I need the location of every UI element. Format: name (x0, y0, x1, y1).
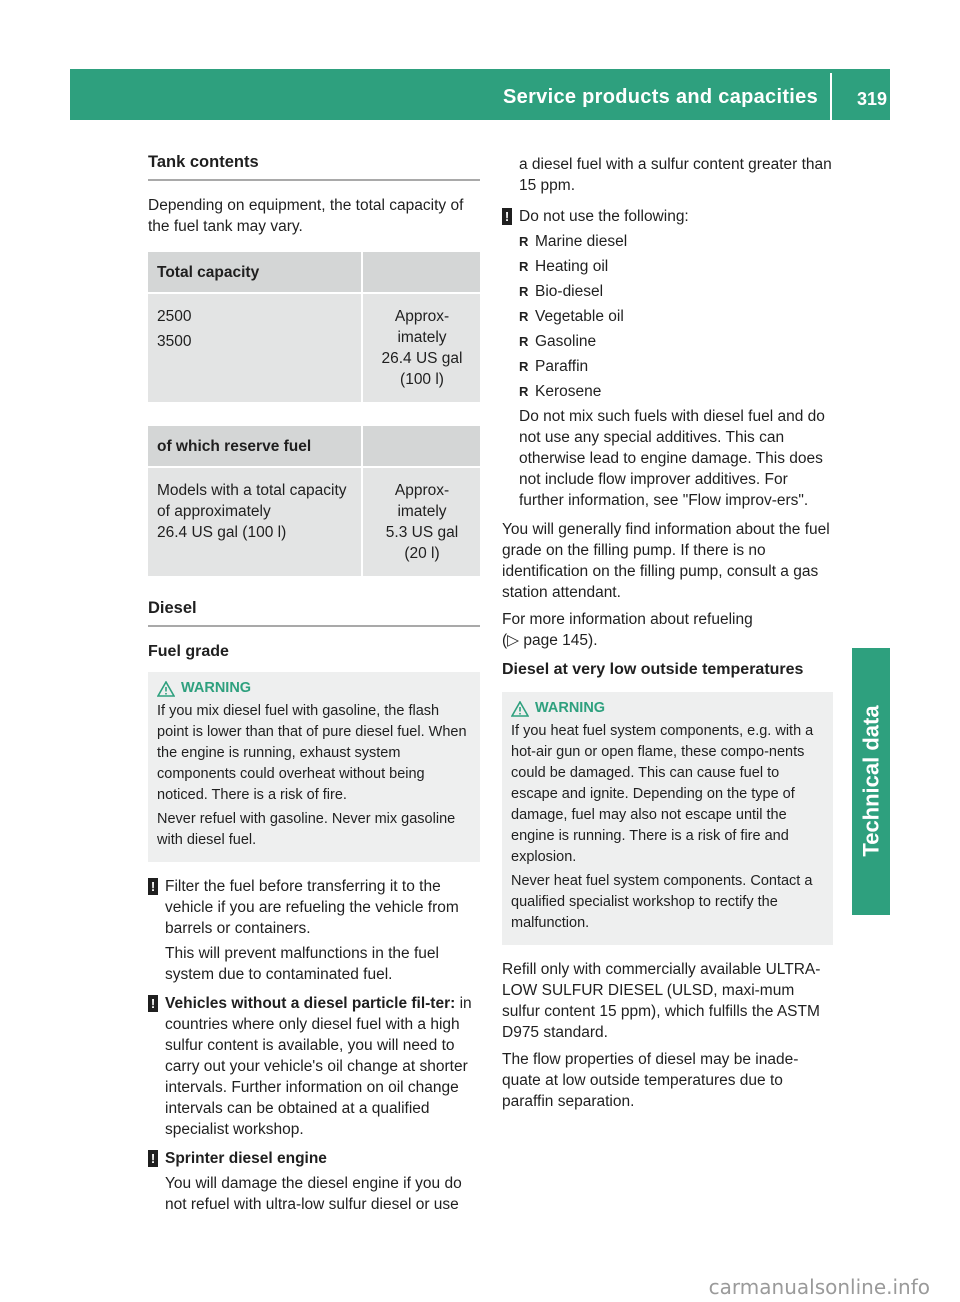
value-line: Approx- (394, 482, 450, 499)
list-item: R Bio-diesel (519, 281, 833, 302)
value-line: imately (397, 503, 447, 520)
warning-box-heating (502, 692, 833, 945)
warning-label: WARNING (181, 680, 252, 696)
exclamation-icon: ! (502, 208, 512, 225)
list-item: R Kerosene (519, 381, 833, 402)
note-sprinter-engine (148, 1148, 480, 1215)
page-header (70, 69, 890, 120)
warning-label: WARNING (535, 700, 606, 716)
fuel-grade-title: Fuel grade (148, 643, 229, 660)
table-header: Total capacity (148, 252, 362, 293)
note-bold: Sprinter diesel engine (165, 1150, 327, 1167)
value-line: (20 l) (404, 545, 440, 562)
page-number: 319 (856, 89, 887, 109)
exclamation-icon: ! (148, 878, 158, 895)
list-item: R Paraffin (519, 356, 833, 377)
right-column (502, 154, 833, 1116)
table-header-empty (362, 426, 480, 467)
section-rule (148, 179, 480, 181)
forbidden-fuels-list (519, 231, 833, 402)
reserve-fuel-table (148, 426, 480, 576)
section-rule (148, 625, 480, 627)
warning-triangle-icon (157, 681, 175, 697)
list-item: R Marine diesel (519, 231, 833, 252)
exclamation-icon: ! (148, 995, 158, 1012)
total-capacity-table (148, 252, 480, 402)
label-line: of approximately (157, 503, 271, 520)
list-item: R Gasoline (519, 331, 833, 352)
more-info-text: For more information about refueling (502, 611, 753, 628)
note-text: Filter the fuel before transferring it to the vehicle if you are refueling the vehicle from barrels or containers. (165, 878, 459, 937)
note-text (165, 993, 480, 1140)
note-body: in countries where only diesel fuel with a high sulfur content is available, you will need to carry out your vehicle's oil change at shorter intervals. Further information on oil change intervals can be obtained at a qualified specialist workshop. (165, 995, 472, 1138)
header-title: Service products and capacities (503, 86, 818, 108)
value-line: Approx- (394, 308, 450, 325)
warning-text: If you mix diesel fuel with gasoline, the flash point is lower than that of pure diesel fuel. When the engine is running, exhaust system components could overheat without being noticed. There is a risk of fire. (157, 703, 467, 803)
tank-section-title: Tank contents (148, 153, 259, 171)
value-line: imately (397, 329, 447, 346)
tank-intro: Depending on equipment, the total capacity of the fuel tank may vary. (148, 197, 464, 235)
header-divider (830, 73, 832, 120)
note-bold: Vehicles without a diesel particle fil-ter: (165, 995, 456, 1012)
warning-heading (157, 678, 472, 699)
footer-watermark: carmanualsonline.info (708, 1275, 930, 1299)
warning-box-fuel-mix (148, 672, 480, 862)
generally-text: You will generally find information about the fuel grade on the filling pump. If there is no identification on the filling pump, consult a gas station attendant. (502, 521, 830, 601)
model-3500: 3500 (157, 333, 192, 350)
table-cell-reserve (362, 467, 480, 576)
note-text: You will damage the diesel engine if you do not refuel with ultra-low sulfur diesel or use (165, 1175, 462, 1213)
page-reference-link[interactable]: (▷ page 145). (502, 632, 598, 649)
table-cell-models (148, 467, 362, 576)
note-filter-fuel (148, 876, 480, 985)
note-text: Do not use the following: (519, 208, 689, 225)
continued-text: a diesel fuel with a sulfur content greater than 15 ppm. (519, 156, 832, 194)
flow-properties-text: The flow properties of diesel may be inade-quate at low outside temperatures due to paraffin separation. (502, 1051, 799, 1110)
left-column (148, 152, 480, 1219)
note-particle-filter (148, 993, 480, 1140)
warning-text: Never refuel with gasoline. Never mix gasoline with diesel fuel. (157, 811, 456, 848)
model-2500: 2500 (157, 308, 192, 325)
side-tab (852, 648, 890, 915)
table-header-empty (362, 252, 480, 293)
value-line: 5.3 US gal (385, 524, 459, 541)
side-tab-label: Technical data (858, 705, 884, 857)
table-cell-models (148, 293, 362, 402)
warning-text: Never heat fuel system components. Contact a qualified specialist workshop to rectify the malfunction. (511, 873, 813, 931)
diesel-section-title: Diesel (148, 599, 197, 617)
exclamation-icon: ! (148, 1150, 158, 1167)
label-line: 26.4 US gal (100 l) (157, 524, 287, 541)
warning-text: If you heat fuel system components, e.g. with a hot-air gun or open flame, these compo-nents could be damaged. This can cause fuel to escape and ignite. Depending on the type of damage, fuel may also not escape until the engine is running. There is a risk of fire and explosion. (511, 723, 814, 865)
list-item: R Vegetable oil (519, 306, 833, 327)
value-line: (100 l) (400, 371, 444, 388)
low-temp-title: Diesel at very low outside temperatures (502, 661, 804, 678)
note-do-not-use (502, 206, 833, 227)
label-line: Models with a total capacity (157, 482, 347, 499)
table-header: of which reserve fuel (148, 426, 362, 467)
warning-heading (511, 698, 825, 719)
warning-triangle-icon (511, 701, 529, 717)
table-cell-capacity (362, 293, 480, 402)
refill-text: Refill only with commercially available ULTRA-LOW SULFUR DIESEL (ULSD, maxi-mum sulfur content 15 ppm), which fulfills the ASTM D975 standard. (502, 961, 821, 1041)
do-not-mix-text: Do not mix such fuels with diesel fuel and do not use any special additives. This can otherwise lead to engine damage. This does not include flow improver additives. For further information, see "Flow improv-ers". (519, 408, 825, 509)
note-text: This will prevent malfunctions in the fuel system due to contaminated fuel. (165, 945, 439, 983)
value-line: 26.4 US gal (381, 350, 463, 367)
list-item: R Heating oil (519, 256, 833, 277)
